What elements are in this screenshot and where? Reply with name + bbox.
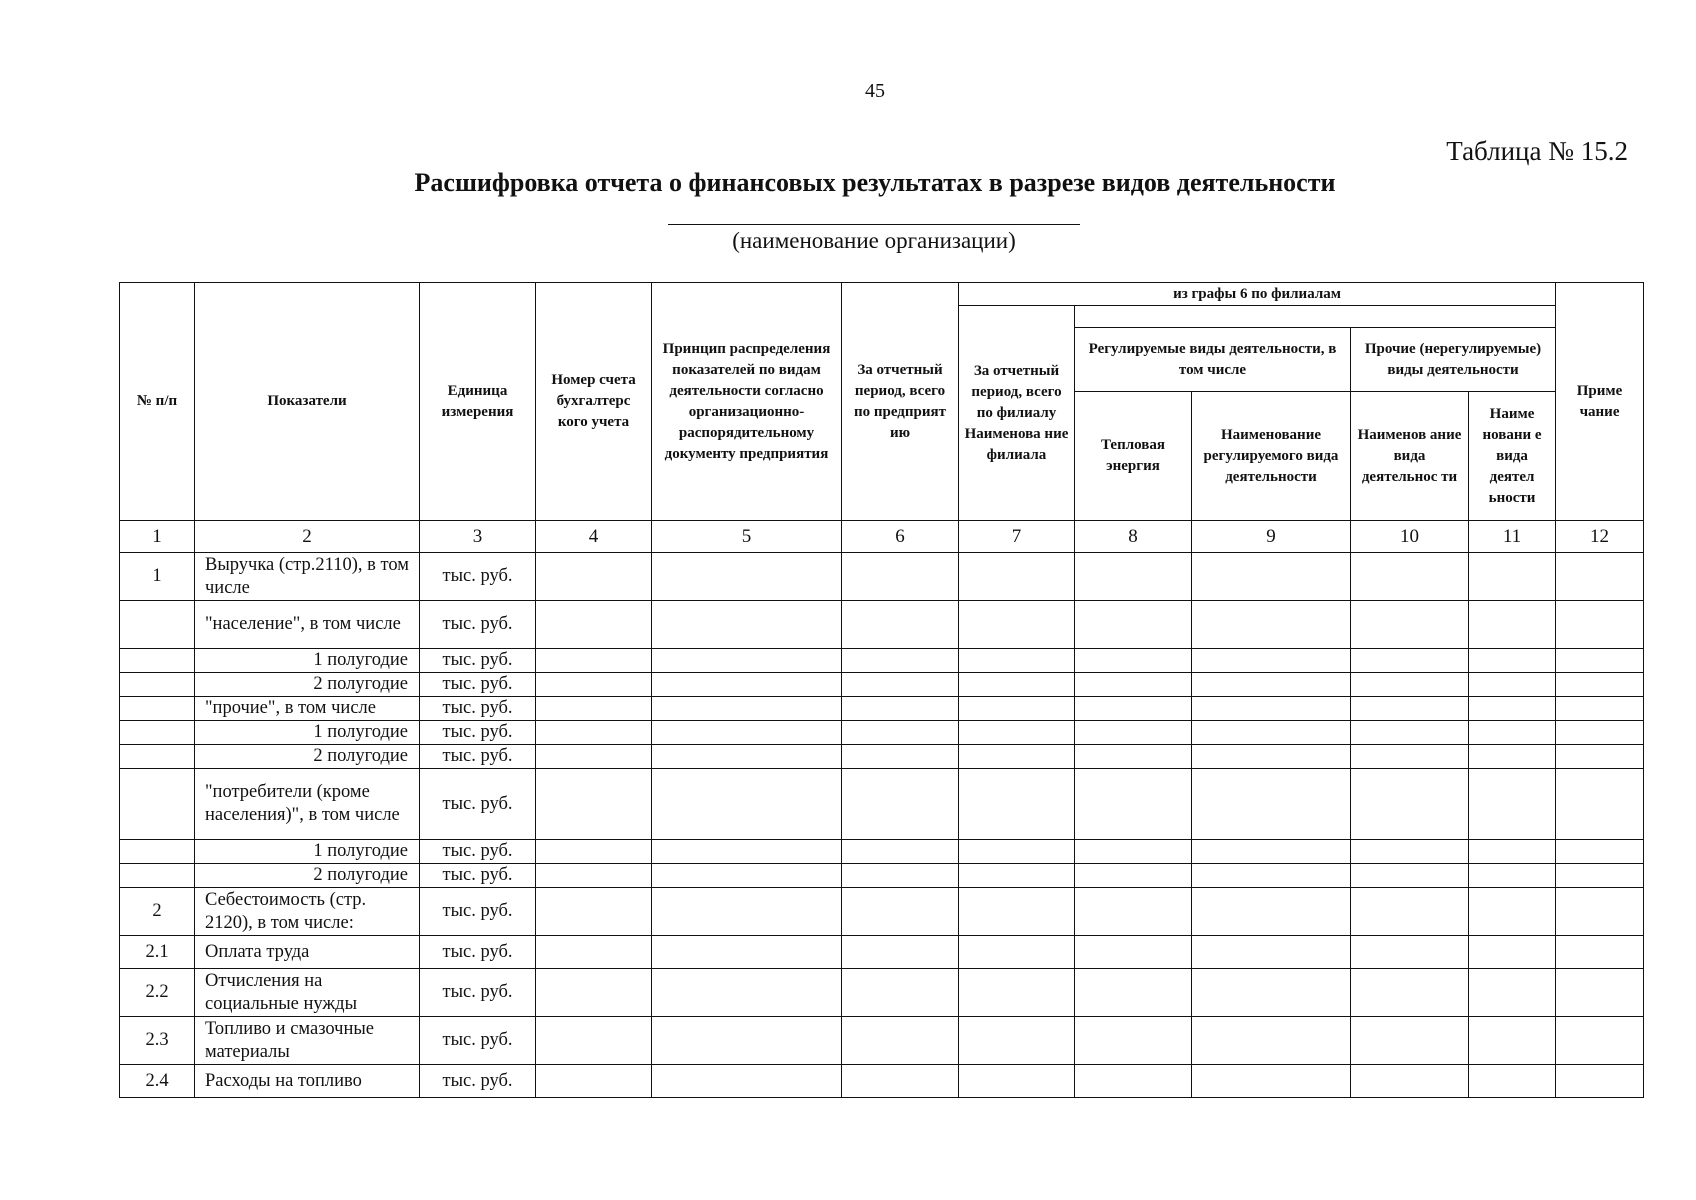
value-cell: [1192, 769, 1351, 840]
value-cell: [1556, 553, 1644, 601]
value-cell: [1351, 1065, 1469, 1098]
row-indicator: 1 полугодие: [195, 721, 420, 745]
value-cell: [842, 601, 959, 649]
table-row: [120, 840, 1644, 864]
row-indicator: Оплата труда: [195, 936, 420, 969]
value-cell: [842, 1017, 959, 1065]
header-heat: Тепловая энергия: [1075, 392, 1192, 521]
header-indicators: Показатели: [195, 283, 420, 521]
row-number: [120, 745, 195, 769]
value-cell: [652, 864, 842, 888]
value-cell: [536, 697, 652, 721]
value-cell: [842, 936, 959, 969]
table-row: [120, 673, 1644, 697]
value-cell: [652, 769, 842, 840]
value-cell: [1192, 745, 1351, 769]
value-cell: [1351, 769, 1469, 840]
document-title: Расшифровка отчета о финансовых результатах в разрезе видов деятельности: [414, 168, 1336, 197]
value-cell: [536, 673, 652, 697]
row-unit: тыс. руб.: [420, 1017, 536, 1065]
value-cell: [959, 864, 1075, 888]
value-cell: [1469, 888, 1556, 936]
value-cell: [1351, 553, 1469, 601]
value-cell: [842, 864, 959, 888]
value-cell: [842, 1065, 959, 1098]
value-cell: [1192, 969, 1351, 1017]
row-number: [120, 769, 195, 840]
row-indicator: Отчисления на социальные нужды: [195, 969, 420, 1017]
organization-name-line: [668, 224, 1080, 225]
value-cell: [959, 840, 1075, 864]
table-row: [120, 553, 1644, 601]
value-cell: [1192, 673, 1351, 697]
value-cell: [1469, 721, 1556, 745]
row-number: 2: [120, 888, 195, 936]
value-cell: [1075, 864, 1192, 888]
row-unit: тыс. руб.: [420, 840, 536, 864]
row-unit: тыс. руб.: [420, 673, 536, 697]
value-cell: [842, 697, 959, 721]
value-cell: [536, 649, 652, 673]
row-number: [120, 864, 195, 888]
column-number: 5: [652, 521, 842, 553]
row-number: 2.3: [120, 1017, 195, 1065]
header-note: Приме чание: [1556, 283, 1644, 521]
row-indicator: 2 полугодие: [195, 673, 420, 697]
value-cell: [1075, 601, 1192, 649]
row-number: [120, 840, 195, 864]
row-indicator: Выручка (стр.2110), в том числе: [195, 553, 420, 601]
value-cell: [1556, 769, 1644, 840]
value-cell: [842, 553, 959, 601]
value-cell: [1469, 864, 1556, 888]
row-unit: тыс. руб.: [420, 721, 536, 745]
header-period-total: За отчетный период, всего по предприят ию: [842, 283, 959, 521]
value-cell: [1469, 1017, 1556, 1065]
value-cell: [959, 553, 1075, 601]
table-row: [120, 1017, 1644, 1065]
value-cell: [1556, 721, 1644, 745]
value-cell: [1351, 697, 1469, 721]
row-indicator: "прочие", в том числе: [195, 697, 420, 721]
value-cell: [536, 936, 652, 969]
value-cell: [1351, 601, 1469, 649]
value-cell: [1075, 840, 1192, 864]
column-number: 11: [1469, 521, 1556, 553]
value-cell: [1469, 840, 1556, 864]
value-cell: [536, 553, 652, 601]
value-cell: [536, 601, 652, 649]
value-cell: [1192, 697, 1351, 721]
header-regulated: Регулируемые виды деятельности, в том числе: [1075, 328, 1351, 392]
value-cell: [1469, 969, 1556, 1017]
value-cell: [1192, 888, 1351, 936]
value-cell: [1075, 553, 1192, 601]
value-cell: [652, 745, 842, 769]
value-cell: [1351, 1017, 1469, 1065]
value-cell: [959, 1065, 1075, 1098]
row-indicator: 1 полугодие: [195, 649, 420, 673]
value-cell: [1075, 1017, 1192, 1065]
value-cell: [1351, 745, 1469, 769]
value-cell: [1192, 864, 1351, 888]
value-cell: [1075, 769, 1192, 840]
value-cell: [1192, 936, 1351, 969]
value-cell: [652, 936, 842, 969]
value-cell: [1075, 721, 1192, 745]
value-cell: [1075, 745, 1192, 769]
value-cell: [1469, 673, 1556, 697]
row-number: 2.2: [120, 969, 195, 1017]
organization-caption: (наименование организации): [732, 228, 1016, 253]
value-cell: [1075, 888, 1192, 936]
value-cell: [1351, 649, 1469, 673]
value-cell: [1556, 1017, 1644, 1065]
table-row: [120, 601, 1644, 649]
header-unit: Единица измерения: [420, 283, 536, 521]
header-num: № п/п: [120, 283, 195, 521]
table-row: [120, 969, 1644, 1017]
value-cell: [1469, 649, 1556, 673]
table-row: [120, 936, 1644, 969]
value-cell: [1075, 969, 1192, 1017]
header-other-name-1: Наименов ание вида деятельнос ти: [1351, 392, 1469, 521]
value-cell: [652, 649, 842, 673]
column-number: 2: [195, 521, 420, 553]
value-cell: [959, 649, 1075, 673]
row-number: [120, 601, 195, 649]
report-table-wrapper: [119, 282, 1643, 1098]
value-cell: [959, 745, 1075, 769]
row-unit: тыс. руб.: [420, 888, 536, 936]
row-indicator: 2 полугодие: [195, 745, 420, 769]
column-number: 7: [959, 521, 1075, 553]
value-cell: [1556, 864, 1644, 888]
header-account: Номер счета бухгалтерс кого учета: [536, 283, 652, 521]
page-number: 45: [865, 80, 885, 102]
value-cell: [842, 745, 959, 769]
column-number: 12: [1556, 521, 1644, 553]
value-cell: [842, 888, 959, 936]
column-number: 1: [120, 521, 195, 553]
row-indicator: 1 полугодие: [195, 840, 420, 864]
column-numbers-row: [120, 521, 1644, 553]
header-branch-total: За отчетный период, всего по филиалу Наименова ние филиала: [959, 306, 1075, 521]
value-cell: [1556, 840, 1644, 864]
value-cell: [959, 601, 1075, 649]
value-cell: [842, 840, 959, 864]
row-unit: тыс. руб.: [420, 697, 536, 721]
table-row: [120, 864, 1644, 888]
table-row: [120, 697, 1644, 721]
table-label: Таблица № 15.2: [1446, 136, 1628, 166]
row-indicator: Расходы на топливо: [195, 1065, 420, 1098]
row-number: 1: [120, 553, 195, 601]
value-cell: [1556, 969, 1644, 1017]
table-row: [120, 649, 1644, 673]
value-cell: [536, 721, 652, 745]
value-cell: [1556, 888, 1644, 936]
header-principle: Принцип распределения показателей по видам деятельности согласно организационно-распорядительному документу предприятия: [652, 283, 842, 521]
value-cell: [1192, 601, 1351, 649]
row-unit: тыс. руб.: [420, 553, 536, 601]
value-cell: [1469, 936, 1556, 969]
value-cell: [1556, 649, 1644, 673]
column-number: 9: [1192, 521, 1351, 553]
value-cell: [1556, 745, 1644, 769]
row-unit: тыс. руб.: [420, 969, 536, 1017]
value-cell: [1192, 721, 1351, 745]
value-cell: [652, 969, 842, 1017]
value-cell: [1351, 840, 1469, 864]
row-unit: тыс. руб.: [420, 601, 536, 649]
value-cell: [652, 697, 842, 721]
value-cell: [1556, 936, 1644, 969]
header-regulated-name: Наименование регулируемого вида деятельности: [1192, 392, 1351, 521]
value-cell: [1192, 649, 1351, 673]
value-cell: [1469, 769, 1556, 840]
row-indicator: Себестоимость (стр. 2120), в том числе:: [195, 888, 420, 936]
value-cell: [536, 840, 652, 864]
value-cell: [1192, 1065, 1351, 1098]
value-cell: [1556, 601, 1644, 649]
value-cell: [1351, 864, 1469, 888]
value-cell: [652, 601, 842, 649]
value-cell: [1192, 1017, 1351, 1065]
value-cell: [1351, 936, 1469, 969]
row-unit: тыс. руб.: [420, 745, 536, 769]
table-row: [120, 721, 1644, 745]
row-indicator: 2 полугодие: [195, 864, 420, 888]
value-cell: [1192, 840, 1351, 864]
column-number: 10: [1351, 521, 1469, 553]
header-blank: [1075, 306, 1556, 328]
value-cell: [652, 840, 842, 864]
value-cell: [652, 673, 842, 697]
value-cell: [1556, 697, 1644, 721]
value-cell: [536, 888, 652, 936]
row-indicator: Топливо и смазочные материалы: [195, 1017, 420, 1065]
row-indicator: "население", в том числе: [195, 601, 420, 649]
value-cell: [959, 1017, 1075, 1065]
value-cell: [1556, 1065, 1644, 1098]
value-cell: [1075, 1065, 1192, 1098]
table-row: [120, 1065, 1644, 1098]
column-number: 4: [536, 521, 652, 553]
column-number: 6: [842, 521, 959, 553]
value-cell: [536, 769, 652, 840]
value-cell: [842, 721, 959, 745]
value-cell: [1469, 745, 1556, 769]
value-cell: [959, 888, 1075, 936]
value-cell: [1351, 721, 1469, 745]
value-cell: [1351, 888, 1469, 936]
value-cell: [652, 1017, 842, 1065]
value-cell: [842, 649, 959, 673]
value-cell: [1469, 601, 1556, 649]
value-cell: [1469, 1065, 1556, 1098]
value-cell: [959, 936, 1075, 969]
row-number: [120, 649, 195, 673]
value-cell: [1351, 969, 1469, 1017]
table-row: [120, 888, 1644, 936]
value-cell: [1075, 649, 1192, 673]
row-unit: тыс. руб.: [420, 936, 536, 969]
value-cell: [1469, 553, 1556, 601]
value-cell: [1192, 553, 1351, 601]
value-cell: [959, 697, 1075, 721]
table-row: [120, 745, 1644, 769]
value-cell: [1075, 936, 1192, 969]
value-cell: [1556, 673, 1644, 697]
financial-results-table: [119, 282, 1644, 1098]
value-cell: [1469, 697, 1556, 721]
row-unit: тыс. руб.: [420, 1065, 536, 1098]
header-from-col6: из графы 6 по филиалам: [959, 283, 1556, 306]
value-cell: [842, 969, 959, 1017]
value-cell: [536, 1017, 652, 1065]
value-cell: [652, 888, 842, 936]
value-cell: [1075, 673, 1192, 697]
value-cell: [652, 553, 842, 601]
value-cell: [536, 969, 652, 1017]
value-cell: [1075, 697, 1192, 721]
value-cell: [959, 721, 1075, 745]
value-cell: [842, 673, 959, 697]
row-number: [120, 673, 195, 697]
row-number: [120, 697, 195, 721]
value-cell: [1351, 673, 1469, 697]
value-cell: [536, 1065, 652, 1098]
value-cell: [536, 864, 652, 888]
row-number: [120, 721, 195, 745]
column-number: 3: [420, 521, 536, 553]
value-cell: [652, 721, 842, 745]
value-cell: [959, 673, 1075, 697]
value-cell: [652, 1065, 842, 1098]
row-unit: тыс. руб.: [420, 649, 536, 673]
row-unit: тыс. руб.: [420, 769, 536, 840]
table-row: [120, 769, 1644, 840]
value-cell: [536, 745, 652, 769]
row-unit: тыс. руб.: [420, 864, 536, 888]
column-number: 8: [1075, 521, 1192, 553]
value-cell: [959, 769, 1075, 840]
header-other: Прочие (нерегулируемые) виды деятельности: [1351, 328, 1556, 392]
value-cell: [959, 969, 1075, 1017]
header-other-name-2: Наиме новани е вида деятел ьности: [1469, 392, 1556, 521]
row-number: 2.4: [120, 1065, 195, 1098]
row-indicator: "потребители (кроме населения)", в том числе: [195, 769, 420, 840]
value-cell: [842, 769, 959, 840]
row-number: 2.1: [120, 936, 195, 969]
